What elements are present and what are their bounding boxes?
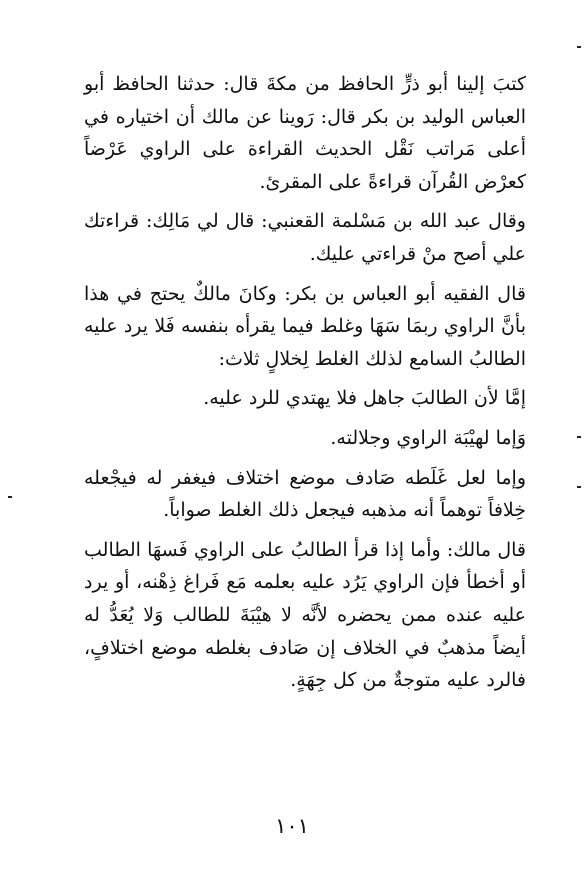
paragraph-qanabi: وقال عبد الله بن مَسْلمة القعنبي: قال لي مَالِك: قراءتك علي أصح منْ قراءتي عليك. [84,210,526,265]
page-number: ١٠١ [275,814,309,838]
paragraph-faqih: قال الفقيه أبو العباس بن بكر: وكانَ مالكٌ يحتج في هذا بأنَّ الراوي ربمَا سَهَا وغلط فيما يقرأه بنفسه فَلا يرد عليه الطالبُ السامع لذلك الغلط لِخلالٍ ثلاث: [84,282,526,370]
paragraph-isnad: كتبَ إلينا أبو ذرٍّ الحافظ من مكةَ قال: حدثنا الحافظ أبو العباس الوليد بن بكر قال: رَوينا عن مالك أن اختياره في أعلى مَراتب نَقْل الحديث القراءة على الراوي عَرْضاً كعرْض القُرآن قراءةً على المقرئ. [84,73,526,193]
paragraph-malik: قال مالك: وأما إذا قرأ الطالبُ على الراوي فَسهَا الطالب أو أخطأ فإن الراوي يَرُد عليه بعلمه مَع فَراغ ذِهْنه، أو يرد عليه عنده ممن يحضره لأنَّه لا هيْبَةَ للطالب وَلا يُعَدُّ له أيضاً مذهبٌ في الخلاف إن صَادف بغلطه موضع اختلافٍ، فالرد عليه متوجةٌ من كل جِهَةٍ. [84,538,526,692]
paragraph-reason-1: إمَّا لأن الطالبَ جاهل فلا يهتدي للرد عليه. [203,387,526,410]
scan-mark [577,486,581,488]
paragraph-reason-2: وَإما لهيْبَة الراوي وجلالته. [330,426,526,449]
paragraph-reason-3: وإما لعل غَلَطه صَادف موضع اختلاف فيغفر له فيجْعله خِلافاً توهماً أنه مذهبه فيجعل ذلك الغلط صواباً. [84,466,526,522]
scan-mark [577,436,581,438]
body-text [84,68,526,697]
scan-mark [8,496,12,498]
scan-mark [577,46,581,48]
